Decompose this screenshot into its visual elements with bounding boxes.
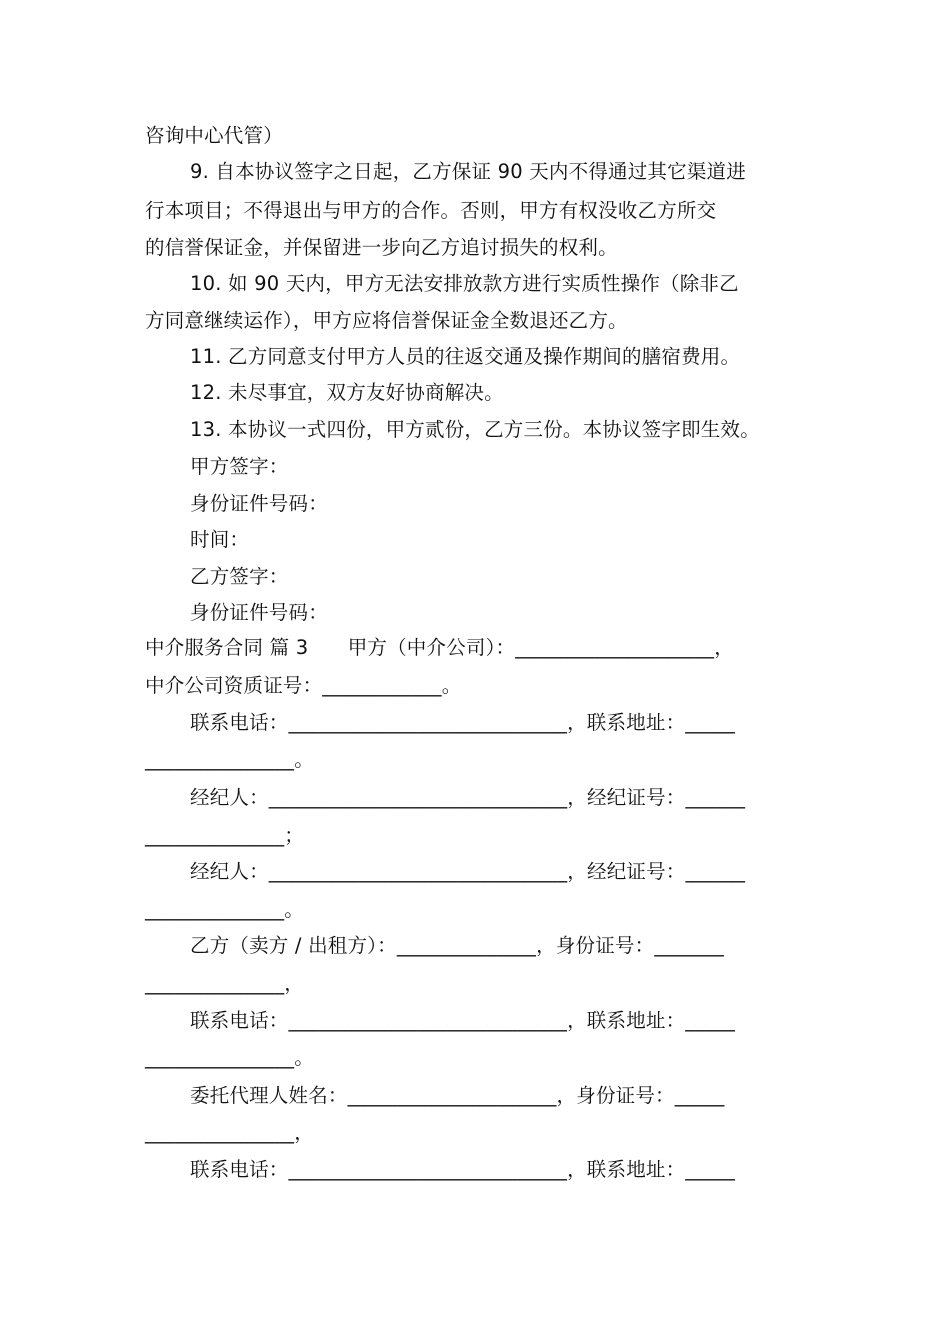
text-line: _______________， <box>145 1121 314 1144</box>
id-number-label: 身份证件号码： <box>190 601 328 624</box>
text-line: 联系电话：____________________________，联系地址：_____ <box>190 1158 736 1181</box>
party-a-signature-label: 甲方签字： <box>190 455 289 478</box>
text-line: _______________。 <box>145 748 314 771</box>
text-line: ______________； <box>145 824 304 847</box>
time-label: 时间： <box>190 528 250 551</box>
text-line: _______________。 <box>145 1046 314 1069</box>
contract-heading: 中介服务合同 篇 3 甲方（中介公司）：____________________， <box>145 636 734 659</box>
text-line: 乙方（卖方 / 出租方）：______________，身份证号：_______ <box>190 934 724 957</box>
text-line: 中介公司资质证号：____________。 <box>145 674 462 697</box>
text-line: ______________。 <box>145 898 304 921</box>
clause-13: 13. 本协议一式四份，甲方贰份，乙方三份。本协议签字即生效。 <box>190 418 760 441</box>
text-line: 联系电话：____________________________，联系地址：_____ <box>190 711 736 734</box>
clause-10: 10. 如 90 天内，甲方无法安排放款方进行实质性操作（除非乙 <box>190 272 739 295</box>
clause-12: 12. 未尽事宜，双方友好协商解决。 <box>190 381 504 404</box>
text-line: 的信誉保证金，并保留进一步向乙方追讨损失的权利。 <box>145 236 618 259</box>
text-line: ______________， <box>145 972 304 995</box>
id-number-label: 身份证件号码： <box>190 492 328 515</box>
text-line: 联系电话：____________________________，联系地址：_____ <box>190 1009 736 1032</box>
party-b-signature-label: 乙方签字： <box>190 565 289 588</box>
text-line: 行本项目；不得退出与甲方的合作。否则，甲方有权没收乙方所交 <box>145 199 717 222</box>
text-line: 经纪人：______________________________，经纪证号：______ <box>190 860 746 883</box>
clause-11: 11. 乙方同意支付甲方人员的往返交通及操作期间的膳宿费用。 <box>190 345 741 368</box>
text-line: 经纪人：______________________________，经纪证号：______ <box>190 786 746 809</box>
text-line: 咨询中心代管） <box>145 124 283 147</box>
clause-9: 9. 自本协议签字之日起，乙方保证 90 天内不得通过其它渠道进 <box>190 160 746 183</box>
text-line: 方同意继续运作），甲方应将信誉保证金全数退还乙方。 <box>145 309 628 332</box>
text-line: 委托代理人姓名：_____________________，身份证号：_____ <box>190 1084 725 1107</box>
